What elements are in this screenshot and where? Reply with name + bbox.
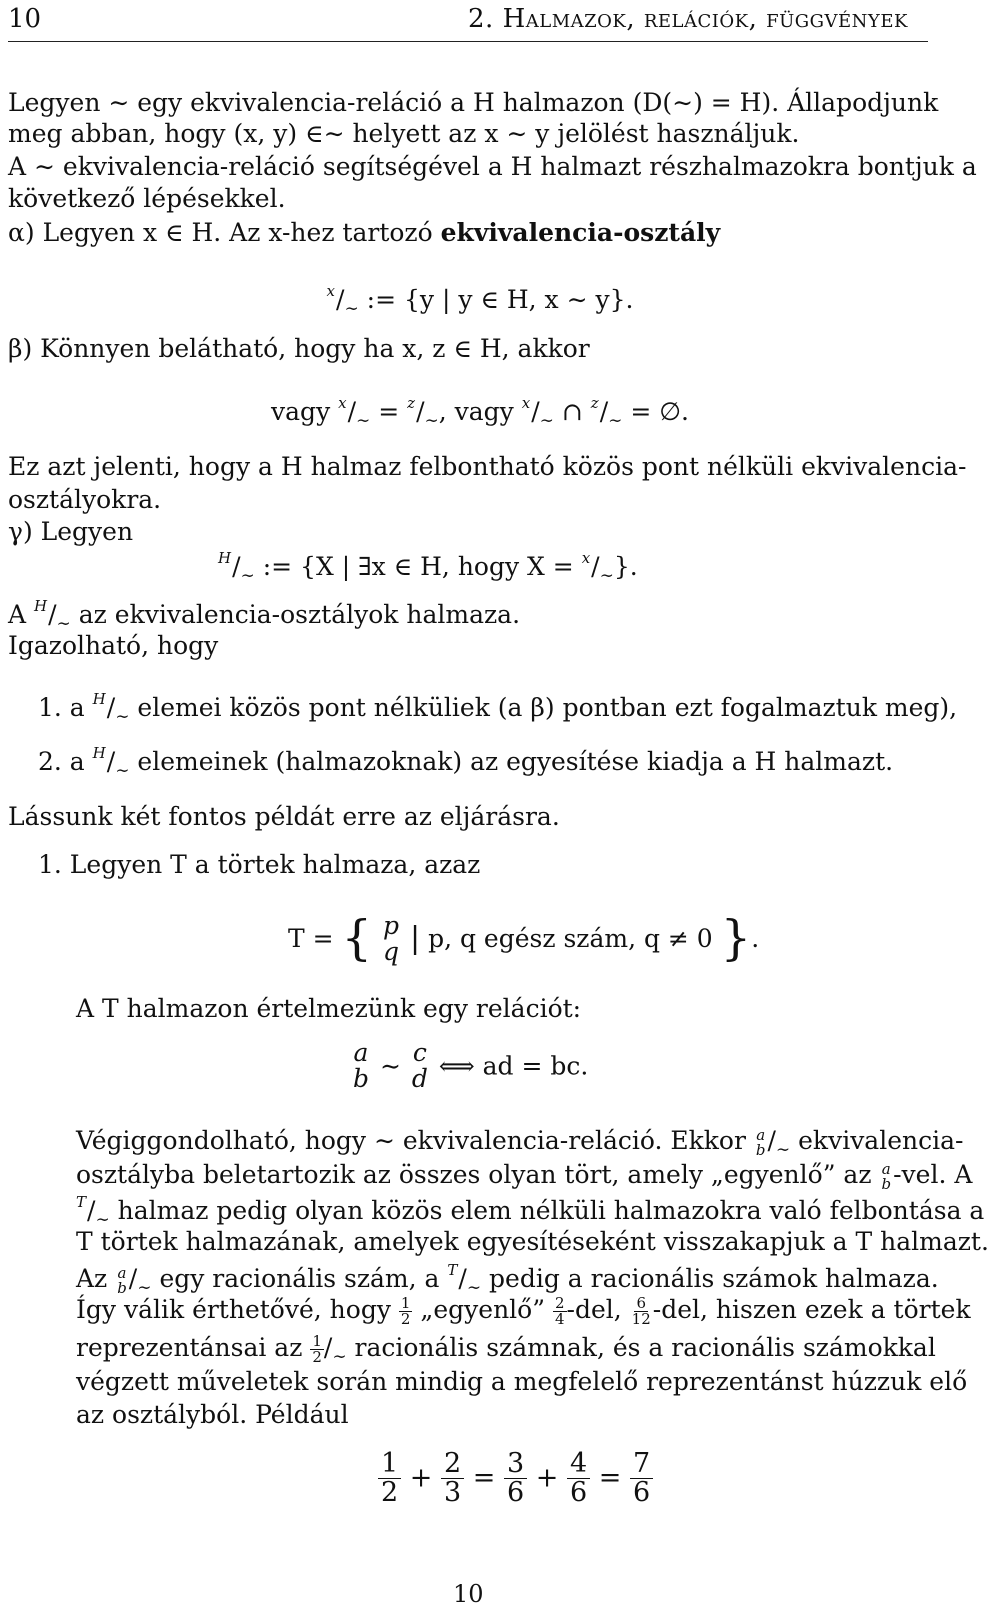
sym: ∼ xyxy=(599,566,614,586)
sym: q xyxy=(383,936,400,966)
eq-text: T = xyxy=(288,923,334,953)
sym: b xyxy=(353,1064,370,1094)
text: 2. a xyxy=(38,747,85,776)
fraction xyxy=(409,1040,431,1093)
text: az ekvivalencia-osztályok halmaza. xyxy=(78,600,521,629)
eq-text: ⟺ ad = bc. xyxy=(438,1051,589,1081)
equation-beta xyxy=(0,394,960,431)
sym: ∼ xyxy=(539,411,554,431)
header-rule xyxy=(8,41,928,42)
equation-final xyxy=(378,1450,653,1508)
text-line xyxy=(76,1160,972,1192)
text-line: az osztályból. Például xyxy=(76,1400,349,1429)
text: osztályba beletartozik az összes olyan tört, amely „egyenlő” az xyxy=(76,1160,872,1189)
sym: / xyxy=(323,1333,333,1362)
sym: 2 xyxy=(441,1450,464,1479)
sym: ∼ xyxy=(240,566,255,586)
eq-text: vagy xyxy=(271,397,331,426)
sym: / xyxy=(87,1196,96,1225)
sym: z xyxy=(407,394,416,412)
sym: 6 xyxy=(570,1477,588,1509)
text: Végiggondolható, hogy ∼ ekvivalencia-reláció. Ekkor xyxy=(76,1126,746,1155)
text: -del, hiszen ezek a törtek xyxy=(652,1295,971,1324)
sym: H xyxy=(92,744,106,762)
text: 1. a xyxy=(38,693,85,722)
sym: T xyxy=(76,1193,87,1211)
sym: ∼ xyxy=(95,1210,110,1230)
beta-line: β) Könnyen belátható, hogy ha x, z ∈ H, akkor xyxy=(8,334,590,363)
sym: ∼ xyxy=(608,411,623,431)
eq-text: + xyxy=(409,1462,433,1494)
text-line xyxy=(76,1126,963,1160)
sym: 2 xyxy=(554,1294,565,1312)
text: elemeinek (halmazoknak) az egyesítése kiadja a H halmazt. xyxy=(137,747,894,776)
equation-T xyxy=(288,910,759,968)
sym: c xyxy=(412,1038,427,1067)
gamma-line: γ) Legyen xyxy=(8,517,134,546)
text: -del, xyxy=(566,1295,622,1324)
sym: 3 xyxy=(444,1477,462,1509)
sym: / xyxy=(458,1264,467,1293)
text: ekvivalencia- xyxy=(798,1126,964,1155)
text-line: A ∼ ekvivalencia-reláció segítségével a H halmazt részhalmazokra bontjuk a xyxy=(8,152,977,181)
sym: / xyxy=(106,693,116,722)
sym: / xyxy=(416,397,425,426)
eq-text: ∩ xyxy=(561,397,583,426)
text-line: Legyen ∼ egy ekvivalencia-reláció a H halmazon (D(∼) = H). Állapodjunk xyxy=(8,88,939,117)
eq-text: }. xyxy=(613,552,638,581)
sym: H xyxy=(218,549,232,567)
sym: / xyxy=(106,747,116,776)
sep: | xyxy=(410,920,421,956)
text-line xyxy=(76,1261,939,1298)
sym: 4 xyxy=(567,1450,590,1479)
eq-text: + xyxy=(535,1462,559,1494)
eq-text: = ∅. xyxy=(630,397,689,426)
sym: H xyxy=(92,690,106,708)
eq-text: := {y | y ∈ H, x ∼ y}. xyxy=(366,285,634,314)
text: racionális számnak, és a racionális számokkal xyxy=(354,1333,936,1362)
sym: 2 xyxy=(312,1348,322,1366)
sym: T xyxy=(447,1261,458,1279)
equation-relation xyxy=(350,1040,588,1093)
text-line xyxy=(76,1295,971,1327)
sym: b xyxy=(117,1278,127,1297)
text-line: Lássunk két fontos példát erre az eljárásra. xyxy=(8,802,560,831)
sym: 2 xyxy=(381,1477,399,1509)
text: Az xyxy=(76,1264,108,1293)
sym: x xyxy=(338,394,347,412)
sym: b xyxy=(755,1140,766,1159)
page-number: 10 xyxy=(8,4,42,34)
text: α) Legyen x ∈ H. Az x-hez tartozó xyxy=(8,218,441,247)
eq-text: = xyxy=(472,1462,496,1494)
text-line: Igazolható, hogy xyxy=(8,631,219,660)
text-line: osztályokra. xyxy=(8,485,162,514)
sym: d xyxy=(411,1064,428,1094)
brace-left: { xyxy=(341,910,373,966)
sym: 2 xyxy=(400,1310,411,1328)
list-item xyxy=(38,744,893,781)
sym: ∼ xyxy=(356,411,371,431)
fraction xyxy=(380,910,402,966)
sym: / xyxy=(336,285,345,314)
brace-right: } xyxy=(720,910,752,966)
sym: ∼ xyxy=(344,299,359,319)
text-line xyxy=(76,1193,984,1230)
text: Így válik érthetővé, hogy xyxy=(76,1295,391,1324)
sym: a xyxy=(353,1038,369,1067)
sym: ∼ xyxy=(137,1278,152,1298)
text: A xyxy=(8,600,27,629)
sym: / xyxy=(232,552,241,581)
text-line: meg abban, hogy (x, y) ∈∼ helyett az x ∼ y jelölést használjuk. xyxy=(8,119,800,148)
sym: / xyxy=(128,1264,138,1293)
text: elemei közös pont nélküliek (a β) pontban ezt fogalmaztuk meg), xyxy=(137,693,958,722)
sym: 1 xyxy=(378,1450,401,1479)
sym: x xyxy=(326,282,336,300)
sym: ∼ xyxy=(775,1140,791,1160)
eq-text: p, q egész szám, q ≠ 0 xyxy=(428,923,713,953)
equation-gamma xyxy=(218,549,638,586)
fraction xyxy=(350,1040,372,1093)
alpha-line xyxy=(8,218,720,248)
sym: 3 xyxy=(504,1450,527,1479)
sym: x xyxy=(581,549,591,567)
example-1: 1. Legyen T a törtek halmaza, azaz xyxy=(38,850,481,879)
text: halmaz pedig olyan közös elem nélküli halmazokra való felbontása a xyxy=(117,1196,985,1225)
sym: 12 xyxy=(631,1310,651,1328)
equation-alpha xyxy=(0,282,960,319)
text: pedig a racionális számok halmaza. xyxy=(489,1264,939,1293)
sym: / xyxy=(599,397,609,426)
sym: / xyxy=(48,600,57,629)
sym: a xyxy=(881,1159,891,1178)
sym: a xyxy=(117,1263,127,1282)
text-line: végzett műveletek során mindig a megfelelő reprezentánst húzzuk elő xyxy=(76,1367,968,1396)
footer-page-number: 10 xyxy=(453,1580,484,1608)
text-line xyxy=(76,1333,936,1367)
sym: ∼ xyxy=(466,1278,482,1298)
text-line: következő lépésekkel. xyxy=(8,184,286,213)
sym: z xyxy=(590,394,599,412)
eq-text: , vagy xyxy=(438,397,514,426)
chapter-title: 2. Halmazok, relációk, függvények xyxy=(468,4,908,34)
sym: H xyxy=(34,597,48,615)
sym: ∼ xyxy=(115,761,130,781)
sym: ∼ xyxy=(56,614,71,634)
text-line: A T halmazon értelmezünk egy relációt: xyxy=(76,994,582,1023)
sym: 6 xyxy=(633,1477,651,1509)
eq-text: = xyxy=(598,1462,622,1494)
sym: / xyxy=(591,552,600,581)
sym: x xyxy=(521,394,531,412)
sym: 6 xyxy=(507,1477,525,1509)
text: egy racionális szám, a xyxy=(159,1264,440,1293)
sym: / xyxy=(531,397,540,426)
sym: b xyxy=(881,1174,892,1193)
text: „egyenlő” xyxy=(420,1295,546,1324)
sym: / xyxy=(767,1126,776,1155)
sym: 1 xyxy=(400,1294,411,1312)
sym: 4 xyxy=(554,1310,565,1328)
eq-text: = xyxy=(378,397,400,426)
sym: 7 xyxy=(630,1450,653,1479)
text-line xyxy=(8,597,520,634)
sym: ∼ xyxy=(115,707,130,727)
sym: / xyxy=(347,397,357,426)
text-line: T törtek halmazának, amelyek egyesítéseként visszakapjuk a T halmazt. xyxy=(76,1227,989,1256)
text-line: Ez azt jelenti, hogy a H halmaz felbontható közös pont nélküli ekvivalencia- xyxy=(8,452,967,481)
sym: ∼ xyxy=(424,411,439,431)
text: -vel. A xyxy=(893,1160,973,1189)
list-item xyxy=(38,690,957,727)
sym: 6 xyxy=(636,1294,646,1312)
text: reprezentánsai az xyxy=(76,1333,303,1362)
eq-text: . xyxy=(751,923,760,953)
eq-text: := {X | ∃x ∈ H, hogy X = xyxy=(262,552,574,581)
eq-text: ∼ xyxy=(379,1051,401,1081)
term-bold: ekvivalencia-osztály xyxy=(440,218,721,247)
sym: ∼ xyxy=(332,1347,347,1367)
sym: a xyxy=(756,1125,766,1144)
sym: 1 xyxy=(312,1332,322,1350)
sym: p xyxy=(383,910,400,940)
